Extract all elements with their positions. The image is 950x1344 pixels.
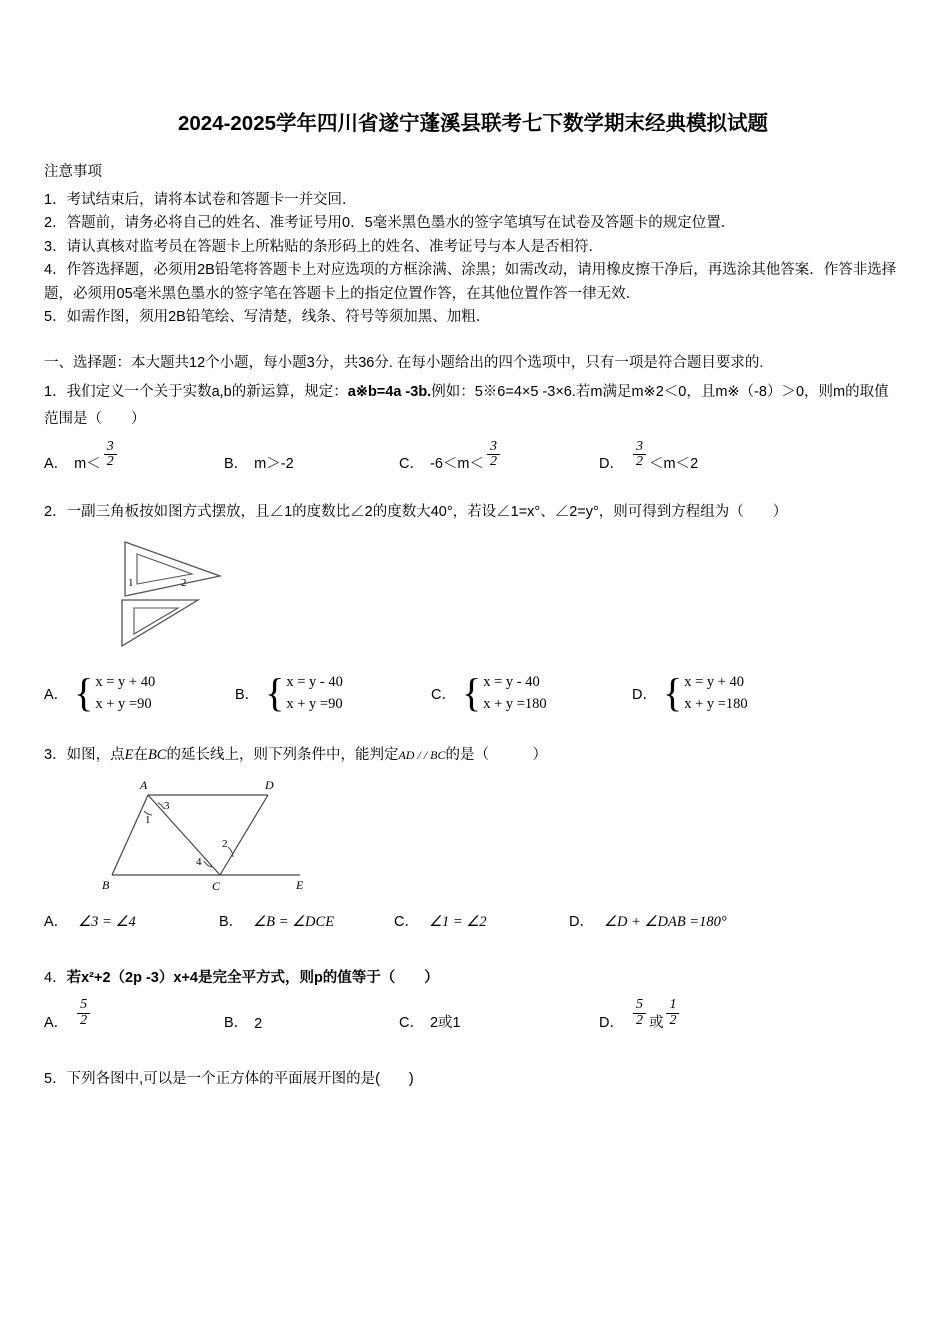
option-d-math: ∠D + ∠DAB =180°	[603, 913, 727, 930]
question-5	[44, 1066, 902, 1093]
question-5-number: 5．	[44, 1070, 67, 1087]
option-d[interactable]	[599, 438, 699, 473]
fraction-denominator: 2	[633, 1013, 646, 1029]
fraction	[487, 440, 500, 470]
equation-system	[95, 671, 155, 716]
figure-label-D: D	[265, 777, 274, 792]
question-3-part-a: 如图，点	[66, 746, 125, 763]
parallel-relation-symbol: AD / / BC	[398, 747, 446, 762]
option-b-text: 2	[254, 1015, 263, 1032]
fraction-denominator: 2	[77, 1013, 90, 1029]
question-2-options	[44, 671, 902, 716]
figure-label-angle2: 2	[181, 576, 187, 589]
brace-glyph: {	[461, 670, 482, 716]
question-2-figure	[80, 534, 902, 659]
option-a-label: A．	[44, 913, 69, 930]
option-d[interactable]	[599, 997, 682, 1031]
equation-2: x + y =180	[684, 696, 748, 713]
question-4-number: 4．	[44, 969, 67, 986]
question-1-part-a: 我们定义一个关于实数a,b的新运算，规定：	[66, 384, 348, 401]
fraction-denominator: 2	[666, 1013, 679, 1029]
notice-item: 4．作答选择题，必须用2B铅笔将答题卡上对应选项的方框涂满、涂黑；如需改动，请用橡皮擦干净后，再选涂其他答案．作答非选择题，必须用05毫米黑色墨水的签字笔在答题卡上的指定位置作答，在其他位置作答一律无效．	[44, 262, 897, 302]
question-1	[44, 379, 902, 473]
fraction-denominator: 2	[104, 454, 117, 470]
option-d-label: D．	[569, 913, 594, 930]
option-a-label: A．	[44, 686, 69, 703]
question-5-text	[44, 1066, 902, 1093]
option-c-text: 2或1	[429, 1014, 461, 1031]
option-b-label: B．	[224, 1014, 249, 1031]
question-1-text	[44, 379, 902, 433]
option-c-label: C．	[399, 1014, 424, 1031]
fraction-denominator: 2	[487, 454, 500, 470]
notice-item: 2．答题前，请务必将自己的姓名、准考证号用0．5毫米黑色墨水的签字笔填写在试卷及答题卡的规定位置．	[44, 215, 736, 232]
option-c[interactable]	[394, 910, 569, 931]
fraction-numerator: 3	[489, 438, 497, 454]
question-4-text	[44, 965, 902, 992]
figure-label-E: E	[296, 877, 304, 892]
option-d[interactable]	[632, 671, 748, 716]
option-c-text: -6＜m＜	[429, 456, 484, 473]
option-a[interactable]	[44, 438, 224, 473]
fraction-numerator: 1	[669, 997, 677, 1013]
fraction	[104, 440, 117, 470]
brace-glyph: {	[265, 670, 285, 716]
option-c-label: C．	[394, 913, 419, 930]
question-1-part-b: a※b=4a -3b.	[347, 384, 432, 401]
option-d-label: D．	[599, 456, 624, 473]
fraction	[633, 998, 646, 1028]
option-a[interactable]	[44, 997, 224, 1031]
equation-system	[286, 671, 343, 716]
question-3-number: 3．	[44, 746, 67, 763]
fraction	[633, 440, 646, 470]
option-d-text: ＜m＜2	[648, 456, 699, 473]
equation-1: x = y + 40	[95, 673, 156, 690]
equation-system	[483, 671, 546, 716]
option-b-math: ∠B = ∠DCE	[253, 913, 335, 930]
section-one-heading: 一、选择题：本大题共12个小题，每小题3分，共36分. 在每小题给出的四个选项中，只有一项是符合题目要求的.	[44, 354, 764, 371]
option-c-label: C．	[431, 686, 456, 703]
question-1-number: 1．	[44, 384, 67, 401]
option-c[interactable]	[431, 671, 606, 716]
option-a[interactable]	[44, 910, 219, 931]
point-e-symbol: E	[124, 746, 134, 763]
option-b-label: B．	[219, 913, 244, 930]
figure-label-B: B	[102, 877, 110, 892]
equation-2: x + y =90	[286, 696, 343, 713]
option-d-label: D．	[632, 686, 657, 703]
question-2-body: 一副三角板按如图方式摆放，且∠1的度数比∠2的度数大40°，若设∠1=x°、∠2=y°，则可得到方程组为（ ）	[66, 504, 788, 521]
fraction-numerator: 3	[106, 438, 114, 454]
question-2-number: 2．	[44, 504, 67, 521]
triangle-set-square-diagram	[80, 534, 230, 654]
fraction-denominator: 2	[633, 454, 646, 470]
segment-bc-symbol: BC	[147, 746, 167, 763]
option-d[interactable]	[569, 910, 727, 931]
option-b[interactable]	[235, 671, 405, 716]
question-3	[44, 742, 902, 931]
question-3-figure	[100, 777, 902, 902]
fraction-numerator: 3	[635, 438, 643, 454]
figure-label-1: 1	[145, 813, 151, 826]
question-2	[44, 499, 902, 716]
option-b[interactable]	[219, 910, 394, 931]
option-b[interactable]	[224, 452, 399, 473]
question-3-part-d: 的是（ ）	[445, 746, 547, 763]
question-4	[44, 965, 902, 1032]
question-5-body: 下列各图中,可以是一个正方体的平面展开图的是( )	[66, 1070, 414, 1087]
brace-glyph: {	[662, 670, 683, 716]
question-1-part-c: 例如：5※6=4×5 -3×6.若m满足m※2＜0，且m※（-8）＞0，则m的取值范围是（ ）	[44, 384, 889, 427]
question-3-options	[44, 910, 902, 931]
question-3-text	[44, 742, 902, 769]
equation-system	[684, 671, 747, 716]
figure-label-4: 4	[196, 855, 202, 868]
question-2-text	[44, 499, 902, 526]
option-a-text: m＜	[74, 456, 101, 473]
notice-item: 5．如需作图，须用2B铅笔绘、写清楚，线条、符号等须加黑、加粗．	[44, 309, 491, 326]
notice-item: 1．考试结束后，请将本试卷和答题卡一并交回．	[44, 192, 357, 208]
fraction	[77, 998, 90, 1028]
equation-2: x + y =90	[95, 696, 152, 713]
question-1-options	[44, 438, 902, 473]
question-4-body: 若x²+2（2p -3）x+4是完全平方式，则p的值等于（ ）	[66, 969, 439, 986]
figure-label-A: A	[140, 777, 148, 792]
figure-label-2: 2	[222, 837, 228, 850]
option-c-math: ∠1 = ∠2	[428, 913, 487, 930]
question-3-part-b: 在	[133, 746, 148, 763]
equation-1: x = y + 40	[684, 673, 745, 690]
option-d-connector: 或	[648, 1014, 664, 1031]
fraction-numerator: 5	[80, 997, 88, 1013]
question-4-options	[44, 997, 902, 1032]
parallelogram-diagram	[100, 777, 340, 897]
page-title: 2024-2025学年四川省遂宁蓬溪县联考七下数学期末经典模拟试题	[177, 112, 769, 135]
option-b-text: m＞-2	[254, 456, 294, 473]
option-b[interactable]	[224, 1011, 399, 1032]
option-c[interactable]	[399, 438, 599, 473]
fraction	[666, 998, 679, 1028]
notice-heading: 注意事项	[44, 164, 102, 180]
equation-1: x = y - 40	[483, 673, 540, 690]
option-b-label: B．	[235, 686, 260, 703]
option-a-label: A．	[44, 456, 69, 473]
option-a-math: ∠3 = ∠4	[78, 913, 136, 930]
equation-1: x = y - 40	[286, 673, 343, 690]
equation-2: x + y =180	[483, 696, 547, 713]
option-a-label: A．	[44, 1014, 69, 1031]
option-c[interactable]	[399, 1011, 599, 1032]
figure-label-C: C	[212, 878, 221, 893]
fraction-numerator: 5	[635, 997, 643, 1013]
option-a[interactable]	[44, 671, 209, 716]
brace-glyph: {	[74, 670, 94, 716]
question-3-part-c: 的延长线上，则下列条件中，能判定	[166, 746, 399, 763]
notice-item: 3．请认真核对监考员在答题卡上所粘贴的条形码上的姓名、准考证号与本人是否相符．	[44, 238, 604, 255]
option-b-label: B．	[224, 456, 249, 473]
option-c-label: C．	[399, 456, 424, 473]
notice-section	[44, 160, 902, 330]
figure-label-3: 3	[164, 799, 170, 812]
option-d-label: D．	[599, 1014, 624, 1031]
figure-label-angle1: 1	[128, 576, 134, 589]
